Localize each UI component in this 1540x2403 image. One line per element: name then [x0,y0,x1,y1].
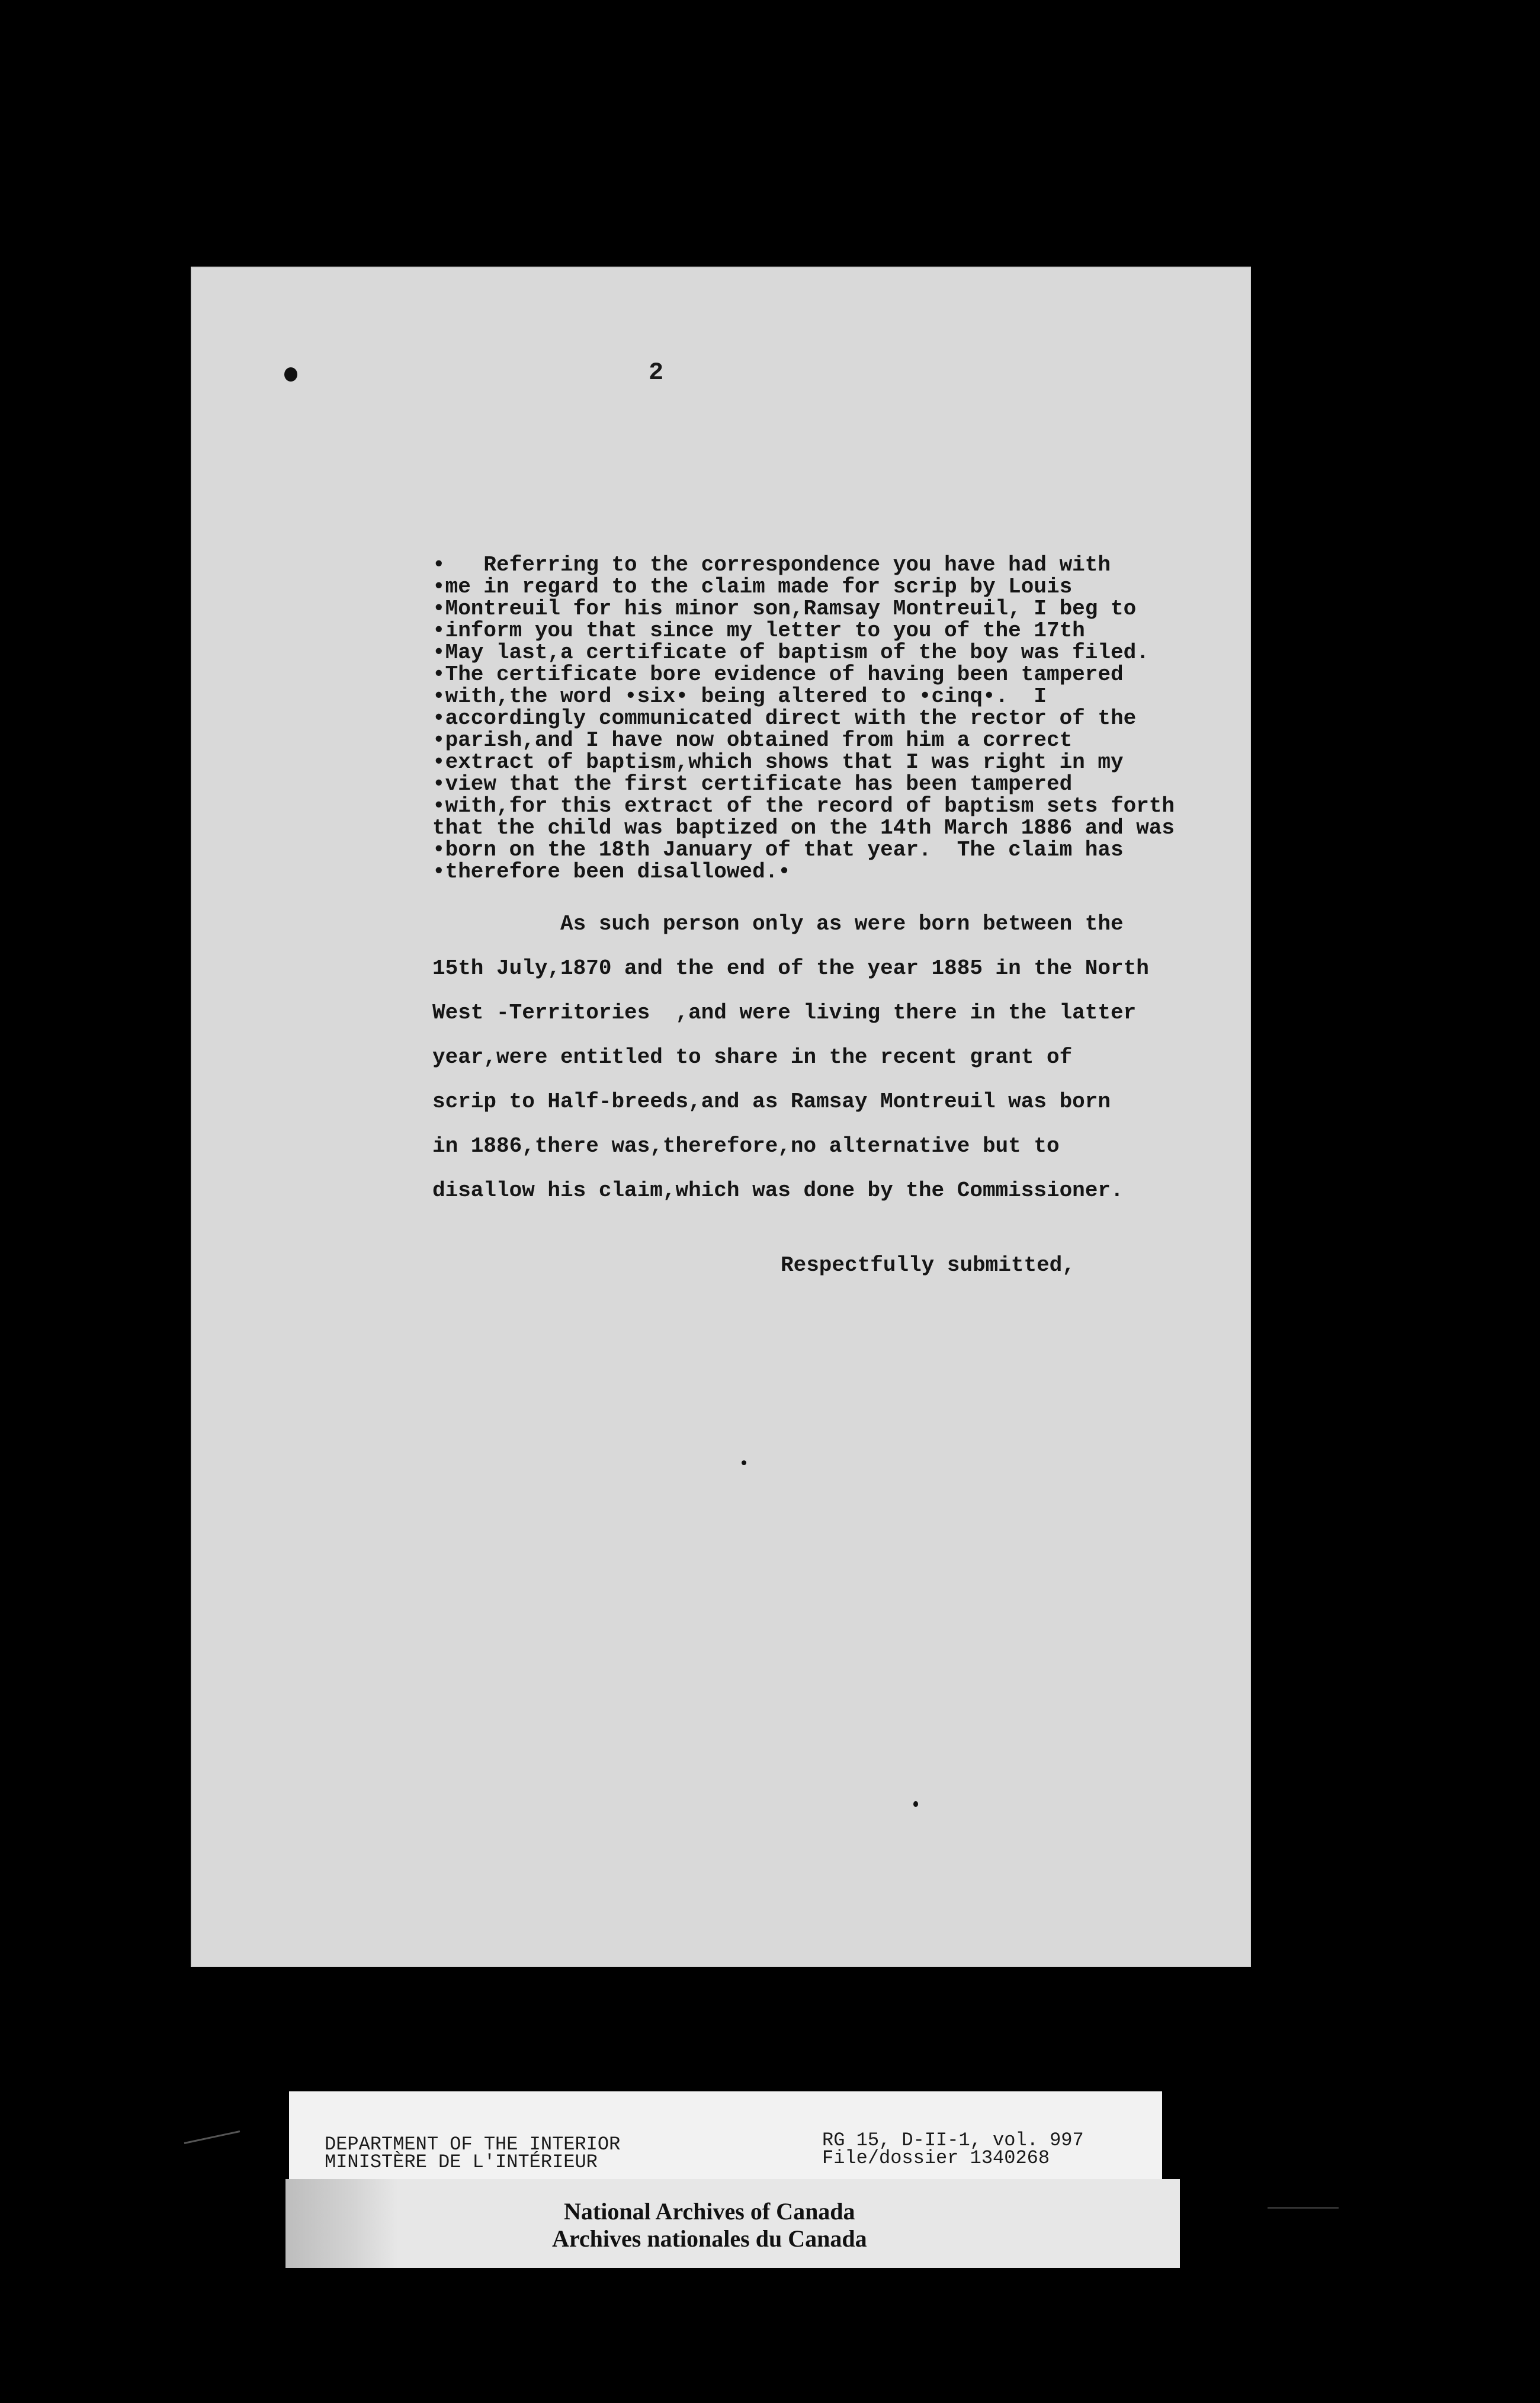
quote-line: •inform you that since my letter to you of the 17th [432,619,1085,643]
quote-line: •extract of baptism,which shows that I was right in my [432,750,1124,774]
label-edge [285,2179,398,2268]
quote-line: •accordingly communicated direct with the rector of the [432,706,1137,730]
ink-spot [742,1460,746,1465]
quote-line: •May last,a certificate of baptism of the boy was filed. [432,640,1149,665]
quote-line: •parish,and I have now obtained from him a correct [432,728,1073,752]
body-line: year,were entitled to share in the recent grant of [432,1045,1073,1069]
body-line: West -Territories ,and were living there in the latter [432,1001,1137,1025]
archive-name-en: National Archives of Canada [564,2198,855,2225]
reference-label [289,2091,1162,2179]
record-reference [822,2129,1084,2169]
quote-line: •view that the first certificate has been tampered [432,772,1073,796]
department-names [325,2133,621,2173]
archive-names [552,2198,867,2253]
body-line: scrip to Half-breeds,and as Ramsay Montreuil was born [432,1090,1111,1114]
quote-line: •me in regard to the claim made for scrip by Louis [432,575,1073,599]
quote-line: •born on the 18th January of that year. The claim has [432,838,1124,862]
ink-spot [284,367,297,382]
body-line: in 1886,there was,therefore,no alternative but to [432,1134,1060,1158]
record-group: RG 15, D-II-1, vol. 997 [822,2129,1084,2151]
signoff: Respectfully submitted, [781,1253,1075,1277]
quote-line: •The certificate bore evidence of having been tampered [432,662,1124,687]
quote-line: that the child was baptized on the 14th March 1886 and was [432,816,1175,840]
quoted-letter [432,554,1214,883]
ink-spot [913,1801,918,1807]
body-line: disallow his claim,which was done by the Commissioner. [432,1178,1124,1203]
quote-line: •with,the word •six• being altered to •cinq•. I [432,684,1047,709]
quote-line: •with,for this extract of the record of baptism sets forth [432,794,1175,818]
quote-line: • Referring to the correspondence you have had with [432,553,1111,577]
body-line: 15th July,1870 and the end of the year 1885 in the North [432,956,1149,981]
archive-label [285,2179,1180,2268]
archive-name-fr: Archives nationales du Canada [552,2225,867,2252]
quote-line: •Montreuil for his minor son,Ramsay Montreuil, I beg to [432,597,1137,621]
quote-line: •therefore been disallowed.• [432,860,791,884]
file-number: File/dossier 1340268 [822,2147,1050,2169]
body-line: As such person only as were born between the [432,912,1124,936]
page-number: 2 [649,358,664,387]
body-paragraph [432,902,1214,1213]
scan-mark [1268,2207,1339,2209]
department-en: DEPARTMENT OF THE INTERIOR [325,2133,621,2155]
scan-mark [184,2130,240,2144]
department-fr: MINISTÈRE DE L'INTÉRIEUR [325,2151,598,2173]
